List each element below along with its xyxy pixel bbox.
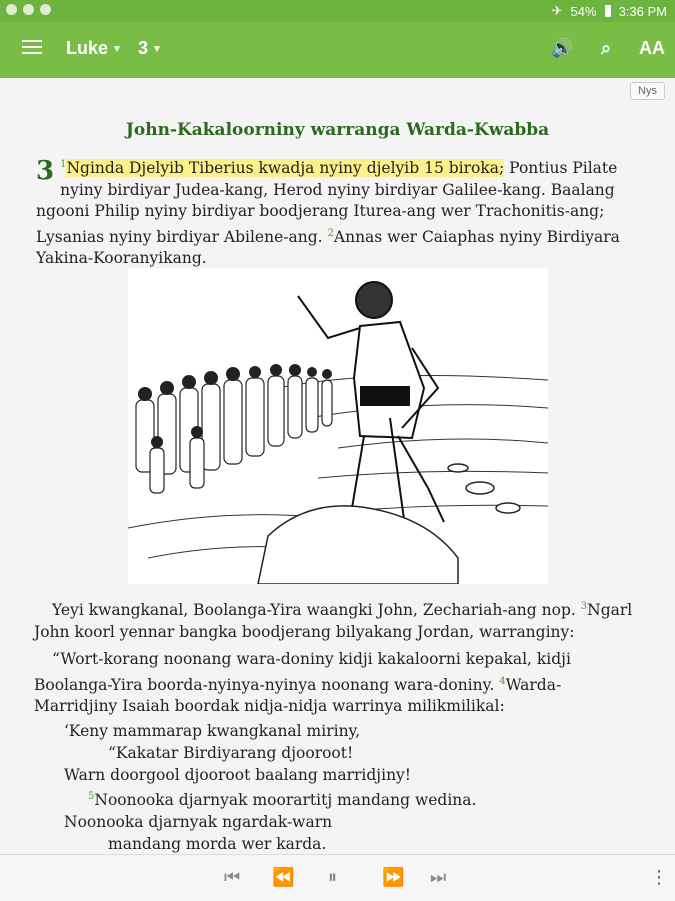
verse-text[interactable]: “Wort-korang noonang wara-doniny kidji kakaloorni kepakal, kidji Boolanga-Yira boorda-nyinya-nyinya noonang wara-doniny. bbox=[34, 650, 571, 694]
chevron-down-icon: ▼ bbox=[152, 43, 162, 55]
verse-number[interactable]: 3 bbox=[580, 601, 588, 612]
verse-text[interactable]: Warda-Marridjiny Isaiah boordak nidja-nidja warrinya milikmilikal: bbox=[34, 675, 562, 716]
cloud-icon bbox=[23, 4, 34, 15]
poem-line[interactable]: “Kakatar Birdiyarang djooroot! bbox=[108, 744, 354, 762]
speaker-icon[interactable]: 🔊 bbox=[551, 38, 574, 58]
chapter-selector[interactable] bbox=[138, 38, 162, 59]
paragraph bbox=[36, 154, 626, 270]
paragraph bbox=[34, 596, 634, 643]
poem-line[interactable]: Noonooka djarnyak moorartitj mandang wedina. bbox=[94, 791, 477, 810]
section-heading: John-Kakaloorniny warranga Warda-Kwabba bbox=[125, 120, 550, 140]
font-size-icon[interactable]: AA bbox=[639, 38, 665, 58]
chapter-number: 3 bbox=[36, 156, 55, 186]
verse-text[interactable]: Pontius Pilate nyiny birdiyar Judea-kang, Herod nyiny birdiyar Galilee-kang. Baalang ngooni Philip nyiny birdiyar boodjerang Iturea-ang wer Trachonitis-ang; Lysanias nyiny birdiyar Abilene-ang. bbox=[36, 159, 618, 246]
verse-number[interactable]: 1 bbox=[60, 159, 67, 170]
verse-number[interactable]: 5 bbox=[88, 791, 95, 802]
clock: 3:36 PM bbox=[618, 3, 667, 19]
audio-player-bar bbox=[0, 854, 675, 901]
rewind-icon[interactable]: ⏪ bbox=[272, 867, 295, 888]
more-vert-icon[interactable]: ⋮ bbox=[650, 867, 668, 888]
chevron-down-icon: ▼ bbox=[112, 43, 122, 55]
translation-badge[interactable]: Nys bbox=[630, 82, 665, 100]
app-bar bbox=[0, 22, 675, 78]
john-the-baptist-illustration bbox=[128, 268, 548, 584]
pause-icon[interactable]: ⏸ bbox=[328, 867, 337, 888]
verse-number[interactable]: 4 bbox=[499, 675, 506, 687]
airplane-icon: ✈ bbox=[551, 3, 563, 18]
battery-level: 54% bbox=[570, 3, 597, 19]
verse-text[interactable]: Annas wer Caiaphas nyiny Birdiyara Yakina-Kooranyikang. bbox=[36, 227, 620, 268]
verse-text[interactable]: Yeyi kwangkanal, Boolanga-Yira waangki John, Zechariah-ang nop. bbox=[52, 601, 576, 620]
highlighted-verse[interactable]: Nginda Djelyib Tiberius kwadja nyiny djelyib 15 biroka; bbox=[66, 159, 505, 178]
battery-icon bbox=[605, 5, 611, 17]
sync-icon bbox=[40, 4, 51, 15]
chapter-label: 3 bbox=[138, 38, 149, 58]
verse-text[interactable]: Ngarl John koorl yennar bangka boodjerang bilyakang Jordan, warranginy: bbox=[34, 601, 633, 641]
paragraph bbox=[34, 649, 634, 718]
book-selector[interactable] bbox=[66, 38, 122, 59]
poem-line[interactable]: mandang morda wer karda. bbox=[108, 835, 327, 854]
status-bar bbox=[0, 0, 675, 22]
reading-pane[interactable] bbox=[0, 78, 675, 854]
poem-line[interactable]: ‘Keny mammarap kwangkanal miriny, bbox=[64, 722, 361, 740]
search-icon[interactable]: ⌕ bbox=[600, 38, 612, 58]
poem-line[interactable]: Warn doorgool djooroot baalang marridjiny! bbox=[64, 766, 412, 784]
poem-line[interactable]: Noonooka djarnyak ngardak-warn bbox=[64, 813, 333, 832]
book-label: Luke bbox=[66, 38, 109, 58]
skip-previous-icon[interactable]: ⏮ bbox=[224, 867, 241, 888]
poetry-block bbox=[0, 720, 675, 854]
skip-next-icon[interactable]: ⏭ bbox=[430, 867, 447, 888]
fast-forward-icon[interactable]: ⏩ bbox=[382, 867, 405, 888]
menu-icon[interactable] bbox=[22, 40, 42, 56]
verse-number[interactable]: 2 bbox=[327, 227, 334, 239]
settings-icon bbox=[6, 4, 17, 15]
